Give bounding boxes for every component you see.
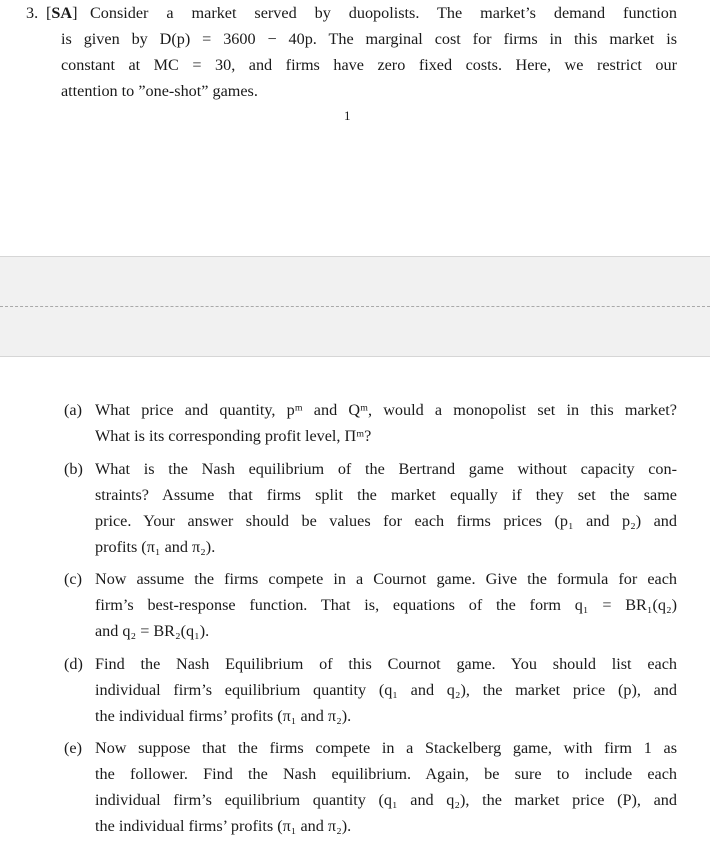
part-e-label: (e) bbox=[64, 739, 82, 757]
part-b-line-1: What is the Nash equilibrium of the Bertrand game without capacity con- bbox=[95, 460, 677, 478]
part-a-label: (a) bbox=[64, 401, 82, 419]
part-d-line-1: Find the Nash Equilibrium of this Cournot game. You should list each bbox=[95, 655, 677, 673]
problem-line-3: constant at MC = 30, and firms have zero fixed costs. Here, we restrict our bbox=[61, 56, 677, 74]
part-e-line-3: individual firm’s equilibrium quantity (q₁ and q₂), the market price (P), and bbox=[95, 791, 677, 809]
part-e-line-1: Now suppose that the firms compete in a Stackelberg game, with firm 1 as bbox=[95, 739, 677, 757]
problem-line-1: Consider a market served by duopolists. The market’s demand function bbox=[90, 4, 677, 22]
part-e-line-2: the follower. Find the Nash equilibrium. Again, be sure to include each bbox=[95, 765, 677, 783]
part-c-line-1: Now assume the firms compete in a Cournot game. Give the formula for each bbox=[95, 570, 677, 588]
problem-tag: SA bbox=[51, 4, 73, 22]
page-break-dashed-line bbox=[0, 306, 710, 307]
page-gap bbox=[0, 256, 710, 357]
part-d-label: (d) bbox=[64, 655, 83, 673]
part-d-line-3: the individual firms’ profits (π₁ and π₂). bbox=[95, 707, 352, 725]
part-a-line-1: What price and quantity, pᵐ and Qᵐ, would a monopolist set in this market? bbox=[95, 401, 677, 419]
part-e-line-4: the individual firms’ profits (π₁ and π₂). bbox=[95, 817, 352, 835]
part-b-label: (b) bbox=[64, 460, 83, 478]
page-number: 1 bbox=[344, 108, 351, 123]
part-c-line-2: firm’s best-response function. That is, equations of the form q₁ = BR₁(q₂) bbox=[95, 596, 677, 614]
part-b-line-3: price. Your answer should be values for each firms prices (p₁ and p₂) and bbox=[95, 512, 677, 530]
problem-line-4: attention to ”one-shot” games. bbox=[61, 82, 258, 100]
part-a-line-2: What is its corresponding profit level, Πᵐ? bbox=[95, 427, 372, 445]
part-b-line-4: profits (π₁ and π₂). bbox=[95, 538, 216, 556]
part-b-line-2: straints? Assume that firms split the market equally if they set the same bbox=[95, 486, 677, 504]
part-c-label: (c) bbox=[64, 570, 82, 588]
part-c-line-3: and q₂ = BR₂(q₁). bbox=[95, 622, 210, 640]
problem-number: 3. bbox=[26, 4, 39, 22]
part-d-line-2: individual firm’s equilibrium quantity (q₁ and q₂), the market price (p), and bbox=[95, 681, 677, 699]
problem-line-2: is given by D(p) = 3600 − 40p. The marginal cost for firms in this market is bbox=[61, 30, 677, 48]
